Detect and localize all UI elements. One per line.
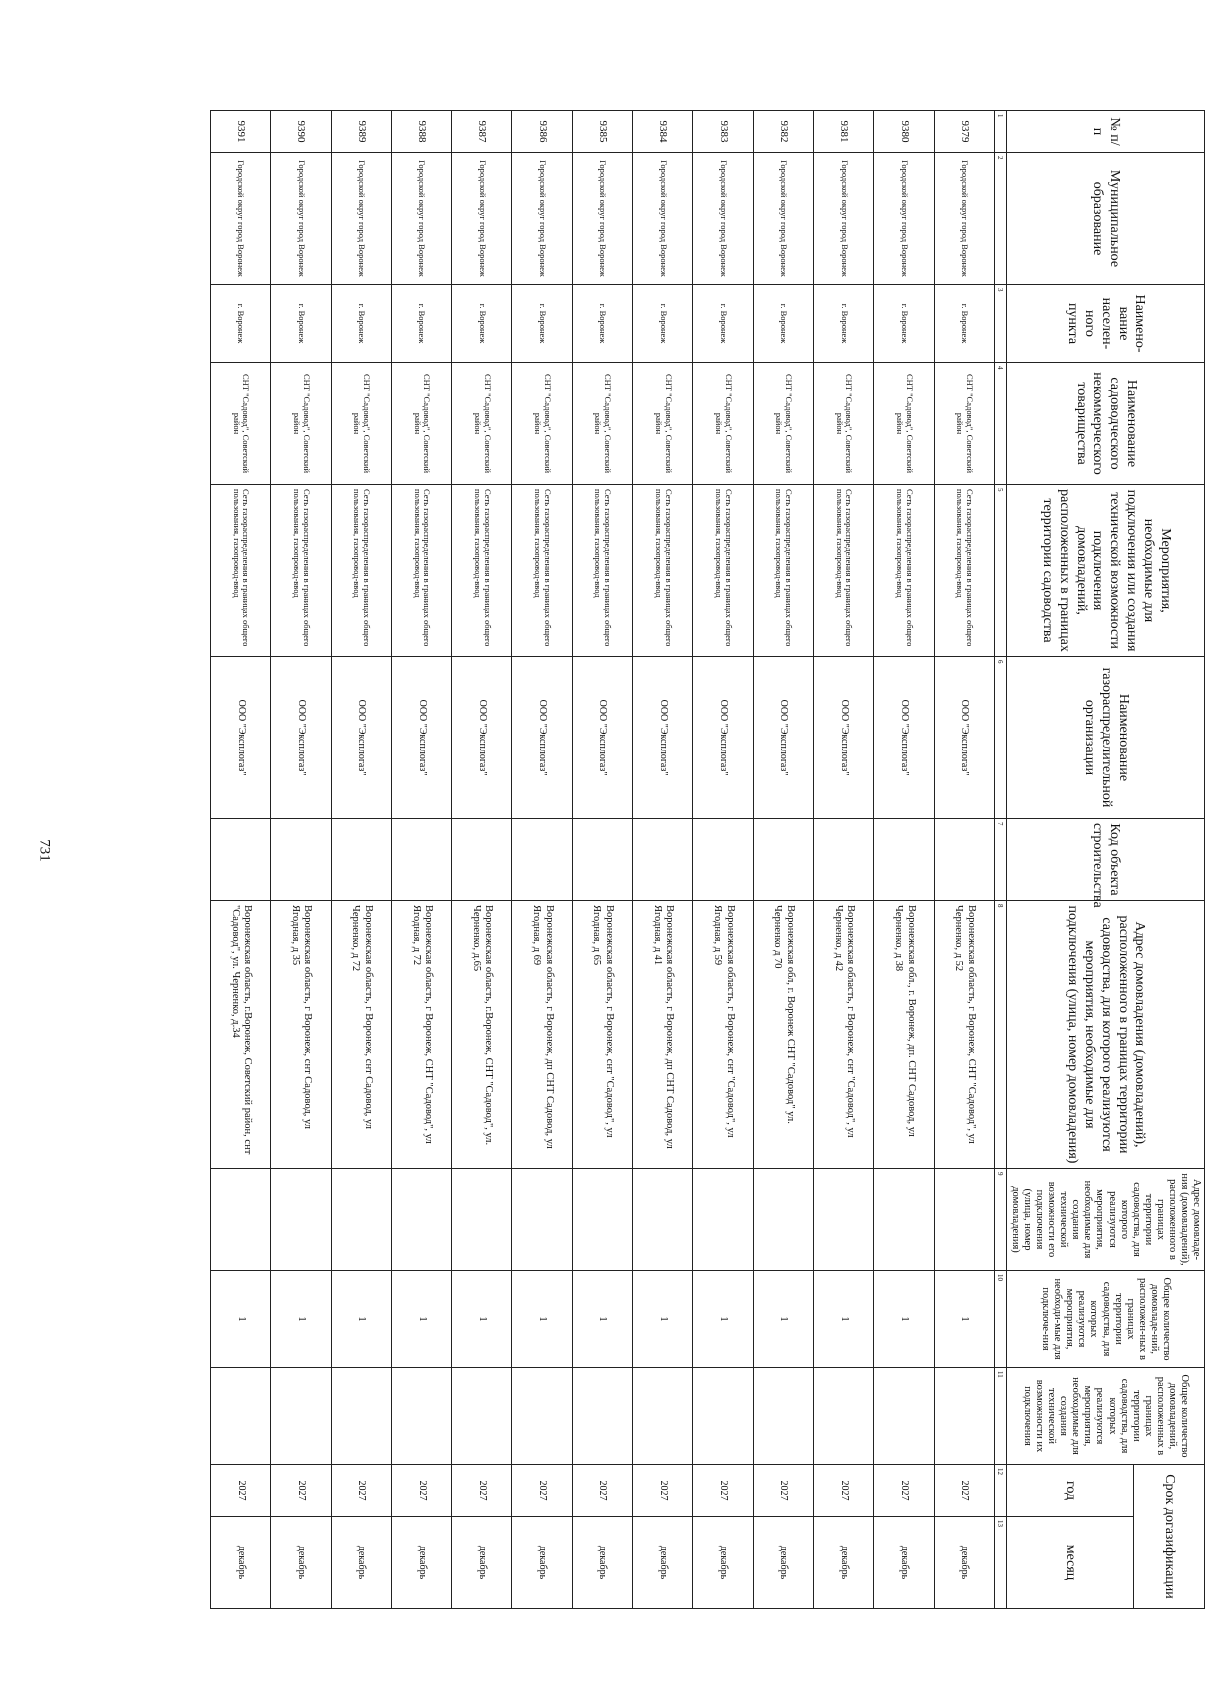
association-cell: СНТ "Садовод", Советский район xyxy=(210,363,270,485)
gdo-cell: ООО "Эксплогаз" xyxy=(633,657,693,819)
year-cell: 2027 xyxy=(934,1465,994,1517)
table-row xyxy=(452,111,512,1609)
settlement-cell: г. Воронеж xyxy=(512,285,572,363)
year-cell: 2027 xyxy=(633,1465,693,1517)
column-number: 2 xyxy=(995,153,1007,285)
object-code-cell xyxy=(452,819,512,901)
column-number: 7 xyxy=(995,819,1007,901)
year-cell: 2027 xyxy=(874,1465,934,1517)
address-cell: Воронежская обл, г. Воронеж СНТ "Садовод" ул. Черненко д 70 xyxy=(753,901,813,1169)
row-number: 9384 xyxy=(633,111,693,153)
table-row xyxy=(210,111,270,1609)
object-code-cell xyxy=(512,819,572,901)
activity-cell: Сеть газораспределения в границах общего пользования, газопровод-ввод xyxy=(331,485,391,657)
row-number: 9388 xyxy=(391,111,451,153)
association-cell: СНТ "Садовод", Советский район xyxy=(633,363,693,485)
column-number: 5 xyxy=(995,485,1007,657)
month-cell: декабрь xyxy=(452,1517,512,1609)
object-code-cell xyxy=(814,819,874,901)
association-cell: СНТ "Садовод", Советский район xyxy=(331,363,391,485)
year-cell: 2027 xyxy=(753,1465,813,1517)
activity-cell: Сеть газораспределения в границах общего пользования, газопровод-ввод xyxy=(512,485,572,657)
header-num: № п/п xyxy=(1007,111,1205,153)
object-code-cell xyxy=(331,819,391,901)
count-tech-cell xyxy=(271,1368,331,1465)
object-code-cell xyxy=(693,819,753,901)
header-deadline: Срок догазификации xyxy=(1134,1465,1205,1609)
count-tech-cell xyxy=(693,1368,753,1465)
year-cell: 2027 xyxy=(512,1465,572,1517)
page-number: 731 xyxy=(36,839,53,862)
count-cell: 1 xyxy=(874,1271,934,1368)
address-tech-cell xyxy=(934,1169,994,1271)
municipality-cell: Городской округ город Воронеж xyxy=(693,153,753,285)
municipality-cell: Городской округ город Воронеж xyxy=(331,153,391,285)
settlement-cell: г. Воронеж xyxy=(271,285,331,363)
settlement-cell: г. Воронеж xyxy=(693,285,753,363)
address-cell: Воронежская область, г Воронеж, снт Садовод, ул Ягодная, д 35 xyxy=(271,901,331,1169)
table-row xyxy=(391,111,451,1609)
activity-cell: Сеть газораспределения в границах общего пользования, газопровод-ввод xyxy=(452,485,512,657)
year-cell: 2027 xyxy=(271,1465,331,1517)
municipality-cell: Городской округ город Воронеж xyxy=(633,153,693,285)
row-number: 9379 xyxy=(934,111,994,153)
address-cell: Воронежская область, г Воронеж, дп СНТ Садовод, ул Ягодная, д 41 xyxy=(633,901,693,1169)
count-cell: 1 xyxy=(331,1271,391,1368)
object-code-cell xyxy=(271,819,331,901)
settlement-cell: г. Воронеж xyxy=(934,285,994,363)
row-number: 9387 xyxy=(452,111,512,153)
address-cell: Воронежская область, г Воронеж, снт Садовод, ул Черненко, д 72 xyxy=(331,901,391,1169)
table-row xyxy=(934,111,994,1609)
count-tech-cell xyxy=(633,1368,693,1465)
gdo-cell: ООО "Эксплогаз" xyxy=(391,657,451,819)
gdo-cell: ООО "Эксплогаз" xyxy=(572,657,632,819)
column-number: 3 xyxy=(995,285,1007,363)
address-cell: Воронежская область, г Воронеж, СНТ "Садовод", ул Ягодная, д 72 xyxy=(391,901,451,1169)
address-tech-cell xyxy=(572,1169,632,1271)
year-cell: 2027 xyxy=(693,1465,753,1517)
gdo-cell: ООО "Эксплогаз" xyxy=(934,657,994,819)
count-cell: 1 xyxy=(814,1271,874,1368)
count-cell: 1 xyxy=(452,1271,512,1368)
row-number: 9389 xyxy=(331,111,391,153)
address-tech-cell xyxy=(452,1169,512,1271)
object-code-cell xyxy=(633,819,693,901)
address-cell: Воронежская область, г Воронеж, снт "Садовод", ул Ягодная, д 65 xyxy=(572,901,632,1169)
count-tech-cell xyxy=(753,1368,813,1465)
activity-cell: Сеть газораспределения в границах общего пользования, газопровод-ввод xyxy=(572,485,632,657)
row-number: 9381 xyxy=(814,111,874,153)
count-tech-cell xyxy=(934,1368,994,1465)
header-code: Код объекта строительства xyxy=(1007,819,1205,901)
association-cell: СНТ "Садовод", Советский район xyxy=(572,363,632,485)
gdo-cell: ООО "Эксплогаз" xyxy=(271,657,331,819)
count-cell: 1 xyxy=(210,1271,270,1368)
gdo-cell: ООО "Эксплогаз" xyxy=(874,657,934,819)
address-tech-cell xyxy=(633,1169,693,1271)
gasification-table xyxy=(210,110,1205,1609)
address-cell: Воронежская область, г.Воронеж, СНТ "Садовод", ул. Черненко, д.65 xyxy=(452,901,512,1169)
municipality-cell: Городской округ город Воронеж xyxy=(271,153,331,285)
gdo-cell: ООО "Эксплогаз" xyxy=(814,657,874,819)
settlement-cell: г. Воронеж xyxy=(210,285,270,363)
settlement-cell: г. Воронеж xyxy=(452,285,512,363)
table-row xyxy=(512,111,572,1609)
row-number: 9391 xyxy=(210,111,270,153)
row-number: 9382 xyxy=(753,111,813,153)
address-tech-cell xyxy=(512,1169,572,1271)
count-cell: 1 xyxy=(512,1271,572,1368)
address-tech-cell xyxy=(874,1169,934,1271)
address-cell: Воронежская область, г.Воронеж, Советский район, снт "Садовод", ул. Черненко, д.34 xyxy=(210,901,270,1169)
activity-cell: Сеть газораспределения в границах общего пользования, газопровод-ввод xyxy=(633,485,693,657)
municipality-cell: Городской округ город Воронеж xyxy=(753,153,813,285)
count-cell: 1 xyxy=(934,1271,994,1368)
header-year: год xyxy=(1007,1465,1134,1517)
table-row xyxy=(874,111,934,1609)
activity-cell: Сеть газораспределения в границах общего пользования, газопровод-ввод xyxy=(874,485,934,657)
address-cell: Воронежская область, г Воронеж, снт "Садовод", ул Ягодная, д 59 xyxy=(693,901,753,1169)
month-cell: декабрь xyxy=(814,1517,874,1609)
gdo-cell: ООО "Эксплогаз" xyxy=(452,657,512,819)
table-row xyxy=(814,111,874,1609)
header-count: Общее количество домовладе-ний, расположен-ных в границах территории садоводства, для которых реализуются мероприятия, необходи-мые для подключе-ния xyxy=(1007,1271,1205,1368)
address-tech-cell xyxy=(271,1169,331,1271)
year-cell: 2027 xyxy=(331,1465,391,1517)
settlement-cell: г. Воронеж xyxy=(633,285,693,363)
header-month: месяц xyxy=(1007,1517,1134,1609)
settlement-cell: г. Воронеж xyxy=(331,285,391,363)
address-tech-cell xyxy=(753,1169,813,1271)
gdo-cell: ООО "Эксплогаз" xyxy=(331,657,391,819)
address-tech-cell xyxy=(210,1169,270,1271)
municipality-cell: Городской округ город Воронеж xyxy=(391,153,451,285)
table-row xyxy=(633,111,693,1609)
municipality-cell: Городской округ город Воронеж xyxy=(512,153,572,285)
count-tech-cell xyxy=(210,1368,270,1465)
table-row xyxy=(693,111,753,1609)
column-number: 6 xyxy=(995,657,1007,819)
gdo-cell: ООО "Эксплогаз" xyxy=(693,657,753,819)
rotated-page-content xyxy=(229,110,1205,1608)
activity-cell: Сеть газораспределения в границах общего пользования, газопровод-ввод xyxy=(210,485,270,657)
year-cell: 2027 xyxy=(572,1465,632,1517)
column-number: 8 xyxy=(995,901,1007,1169)
month-cell: декабрь xyxy=(271,1517,331,1609)
municipality-cell: Городской округ город Воронеж xyxy=(452,153,512,285)
column-number: 4 xyxy=(995,363,1007,485)
count-tech-cell xyxy=(452,1368,512,1465)
association-cell: СНТ "Садовод", Советский район xyxy=(693,363,753,485)
object-code-cell xyxy=(572,819,632,901)
row-number: 9390 xyxy=(271,111,331,153)
association-cell: СНТ "Садовод", Советский район xyxy=(753,363,813,485)
column-number: 9 xyxy=(995,1169,1007,1271)
count-cell: 1 xyxy=(391,1271,451,1368)
gdo-cell: ООО "Эксплогаз" xyxy=(512,657,572,819)
municipality-cell: Городской округ город Воронеж xyxy=(874,153,934,285)
object-code-cell xyxy=(391,819,451,901)
count-tech-cell xyxy=(391,1368,451,1465)
gdo-cell: ООО "Эксплогаз" xyxy=(210,657,270,819)
address-cell: Воронежская область, г Воронеж, СНТ "Садовод", ул Черненко, д 52 xyxy=(934,901,994,1169)
month-cell: декабрь xyxy=(210,1517,270,1609)
month-cell: декабрь xyxy=(753,1517,813,1609)
municipality-cell: Городской округ город Воронеж xyxy=(210,153,270,285)
association-cell: СНТ "Садовод", Советский район xyxy=(512,363,572,485)
count-cell: 1 xyxy=(693,1271,753,1368)
row-number: 9383 xyxy=(693,111,753,153)
month-cell: декабрь xyxy=(934,1517,994,1609)
object-code-cell xyxy=(934,819,994,901)
object-code-cell xyxy=(753,819,813,901)
month-cell: декабрь xyxy=(331,1517,391,1609)
association-cell: СНТ "Садовод", Советский район xyxy=(271,363,331,485)
count-tech-cell xyxy=(874,1368,934,1465)
association-cell: СНТ "Садовод", Советский район xyxy=(452,363,512,485)
table-body xyxy=(210,111,994,1609)
column-number: 1 xyxy=(995,111,1007,153)
address-tech-cell xyxy=(693,1169,753,1271)
count-cell: 1 xyxy=(271,1271,331,1368)
settlement-cell: г. Воронеж xyxy=(874,285,934,363)
year-cell: 2027 xyxy=(814,1465,874,1517)
activity-cell: Сеть газораспределения в границах общего пользования, газопровод-ввод xyxy=(391,485,451,657)
count-tech-cell xyxy=(331,1368,391,1465)
association-cell: СНТ "Садовод", Советский район xyxy=(814,363,874,485)
month-cell: декабрь xyxy=(391,1517,451,1609)
column-number: 13 xyxy=(995,1517,1007,1609)
address-tech-cell xyxy=(331,1169,391,1271)
count-cell: 1 xyxy=(633,1271,693,1368)
row-number: 9386 xyxy=(512,111,572,153)
address-cell: Воронежская обл., г. Воронеж, дп. СНТ Садовод, ул Черненко, д 38 xyxy=(874,901,934,1169)
month-cell: декабрь xyxy=(693,1517,753,1609)
column-number: 12 xyxy=(995,1465,1007,1517)
month-cell: декабрь xyxy=(512,1517,572,1609)
year-cell: 2027 xyxy=(391,1465,451,1517)
header-municipality: Муниципальное образование xyxy=(1007,153,1205,285)
year-cell: 2027 xyxy=(452,1465,512,1517)
month-cell: декабрь xyxy=(874,1517,934,1609)
row-number: 9385 xyxy=(572,111,632,153)
address-tech-cell xyxy=(391,1169,451,1271)
count-tech-cell xyxy=(814,1368,874,1465)
table-row xyxy=(572,111,632,1609)
association-cell: СНТ "Садовод", Советский район xyxy=(391,363,451,485)
column-number: 11 xyxy=(995,1368,1007,1465)
address-cell: Воронежская область, г Воронеж, дп СНТ Садовод, ул Ягодная, д 69 xyxy=(512,901,572,1169)
association-cell: СНТ "Садовод", Советский район xyxy=(874,363,934,485)
year-cell: 2027 xyxy=(210,1465,270,1517)
municipality-cell: Городской округ город Воронеж xyxy=(814,153,874,285)
activity-cell: Сеть газораспределения в границах общего пользования, газопровод-ввод xyxy=(934,485,994,657)
count-cell: 1 xyxy=(753,1271,813,1368)
settlement-cell: г. Воронеж xyxy=(391,285,451,363)
header-address-tech: Адрес домовладе-ния (домовладений), расположенного в границах территории садоводства, для которого реализуются мероприятия, необходимые для создания технической возможности его подключения (улица, номер домовладения) xyxy=(1007,1169,1205,1271)
header-settlement: Наимено-вание населен-ного пункта xyxy=(1007,285,1205,363)
settlement-cell: г. Воронеж xyxy=(814,285,874,363)
table-row xyxy=(271,111,331,1609)
header-gdo: Наименование газораспределительной организации xyxy=(1007,657,1205,819)
row-number: 9380 xyxy=(874,111,934,153)
municipality-cell: Городской округ город Воронеж xyxy=(572,153,632,285)
object-code-cell xyxy=(210,819,270,901)
column-number: 10 xyxy=(995,1271,1007,1368)
column-number-row xyxy=(995,111,1007,1609)
header-association: Наименование садоводческого некоммерческого товарищества xyxy=(1007,363,1205,485)
activity-cell: Сеть газораспределения в границах общего пользования, газопровод-ввод xyxy=(271,485,331,657)
settlement-cell: г. Воронеж xyxy=(753,285,813,363)
table-row xyxy=(331,111,391,1609)
settlement-cell: г. Воронеж xyxy=(572,285,632,363)
activity-cell: Сеть газораспределения в границах общего пользования, газопровод-ввод xyxy=(753,485,813,657)
count-tech-cell xyxy=(572,1368,632,1465)
table-row xyxy=(753,111,813,1609)
header-activities: Мероприятия, необходимые для подключения или создания технической возможности подключения домовладений, расположенных в границах территории садоводства xyxy=(1007,485,1205,657)
count-tech-cell xyxy=(512,1368,572,1465)
activity-cell: Сеть газораспределения в границах общего пользования, газопровод-ввод xyxy=(693,485,753,657)
association-cell: СНТ "Садовод", Советский район xyxy=(934,363,994,485)
address-cell: Воронежская область, г Воронеж, снт "Садовод", ул Черненко, д 42 xyxy=(814,901,874,1169)
activity-cell: Сеть газораспределения в границах общего пользования, газопровод-ввод xyxy=(814,485,874,657)
month-cell: декабрь xyxy=(572,1517,632,1609)
month-cell: декабрь xyxy=(633,1517,693,1609)
header-address: Адрес домовладения (домовладений), расположенного в границах территории садоводства, для которого реализуются мероприятия, необходимые для подключения (улица, номер домовладения) xyxy=(1007,901,1205,1169)
address-tech-cell xyxy=(814,1169,874,1271)
municipality-cell: Городской округ город Воронеж xyxy=(934,153,994,285)
object-code-cell xyxy=(874,819,934,901)
count-cell: 1 xyxy=(572,1271,632,1368)
header-count-tech: Общее количество домовладений, расположенных в границах территории садоводства, для которых реализуются мероприятия, необходимые для создания технической возможности их подключения xyxy=(1007,1368,1205,1465)
gdo-cell: ООО "Эксплогаз" xyxy=(753,657,813,819)
